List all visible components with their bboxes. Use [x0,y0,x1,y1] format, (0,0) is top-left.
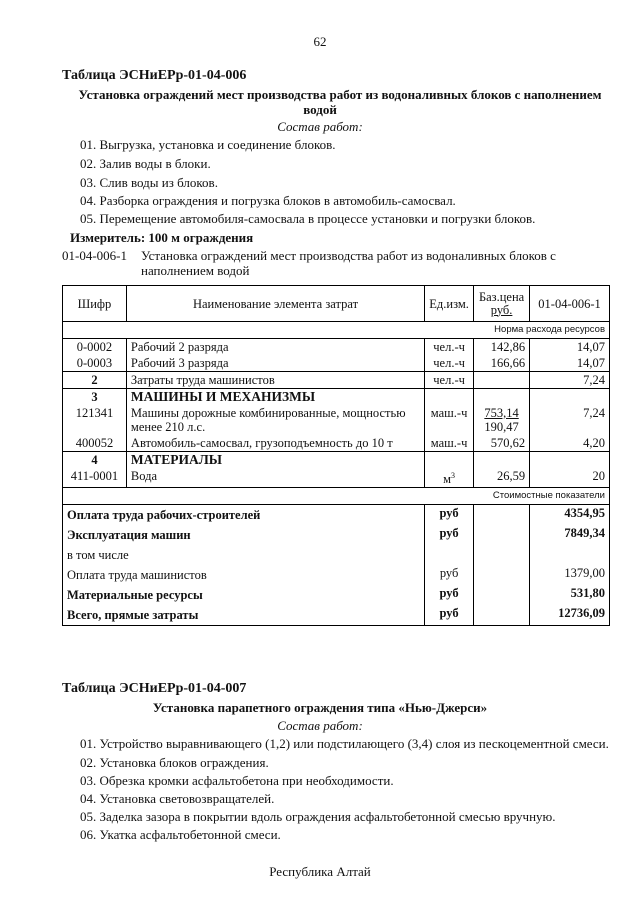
table2-work-item: 06. Укатка асфальтобетонной смеси. [80,827,281,842]
table1-work-item: 01. Выгрузка, установка и соединение блоков. [80,137,336,152]
cost-row: Материальные ресурсы руб 531,80 [63,585,610,605]
table2-title: Таблица ЭСНиЕРр-01-04-007 [62,681,247,696]
table-header-row [63,286,610,322]
table1-code: 01-04-006-1 [62,248,127,263]
table1-work-item: 04. Разборка ограждения и погрузка блоков в автомобиль-самосвал. [80,193,456,208]
cost-caption-row [63,488,610,505]
table1-code-desc-line2: наполнением водой [141,263,250,278]
table1-heading-line2: водой [303,102,337,117]
table-row: 4 МАТЕРИАЛЫ [63,452,610,469]
page-footer: Республика Алтай [269,864,371,879]
norm-caption: Норма расхода ресурсов [63,322,610,339]
table2-heading: Установка парапетного ограждения типа «Нью-Джерси» [152,700,488,715]
table2-work-item: 04. Установка световозвращателей. [80,791,275,806]
table1-work-item: 03. Слив воды из блоков. [80,175,218,190]
col-header-name: Наименование элемента затрат [126,286,424,322]
table-row: 121341 Машины дорожные комбинированные, мощностью менее 210 л.с. маш.-ч 753,14 190,47 7,24 [63,405,610,435]
table1-work-item: 05. Перемещение автомобиля-самосвала в процессе установки и погрузки блоков. [80,211,536,226]
col-header-base-price: Баз.цена руб. [474,286,530,322]
table2-composition-label: Состав работ: [277,718,363,733]
norm-caption-row [63,322,610,339]
table-row: 0-0003 Рабочий 3 разряда чел.-ч 166,66 14,07 [63,355,610,372]
resource-table [62,285,610,626]
table-row: 411-0001 Вода $м^3$ 26,59 20 [63,468,610,488]
table1-composition-label: Состав работ: [277,119,363,134]
table2-work-item: 03. Обрезка кромки асфальтобетона при необходимости. [80,773,394,788]
table2-work-item: 05. Заделка зазора в покрытии вдоль ограждения асфальтобетонной смесью вручную. [80,809,556,824]
table-row: 2 Затраты труда машинистов чел.-ч 7,24 [63,372,610,389]
cost-row: в том числе [63,545,610,565]
table-row: 0-0002 Рабочий 2 разряда чел.-ч 142,86 14,07 [63,339,610,356]
table1-code-desc-line1: Установка ограждений мест производства работ из водоналивных блоков с [141,248,556,263]
col-header-unit: Ед.изм. [425,286,474,322]
cost-row: Эксплуатация машин руб 7849,34 [63,525,610,545]
table-row: 3 МАШИНЫ И МЕХАНИЗМЫ [63,389,610,406]
col-header-norm: 01-04-006-1 [530,286,610,322]
table1-work-item: 02. Залив воды в блоки. [80,156,211,171]
table2-work-item: 02. Установка блоков ограждения. [80,755,269,770]
table-row: 400052 Автомобиль-самосвал, грузоподъемность до 10 т маш.-ч 570,62 4,20 [63,435,610,452]
table2-work-item: 01. Устройство выравнивающего (1,2) или подстилающего (3,4) слоя из пескоцементной смеси. [80,736,609,751]
table1-heading-line1: Установка ограждений мест производства работ из водоналивных блоков с наполнением [78,87,602,102]
page-number: 62 [313,34,327,49]
cost-caption: Стоимостные показатели [63,488,610,505]
cost-row: Оплата труда машинистов руб 1379,00 [63,565,610,585]
table1-title: Таблица ЭСНиЕРр-01-04-006 [62,68,247,83]
cost-row: Оплата труда рабочих-строителей руб 4354,95 [63,505,610,526]
cost-row: Всего, прямые затраты руб 12736,09 [63,605,610,626]
col-header-code: Шифр [63,286,127,322]
table1-meter: Измеритель: 100 м ограждения [70,230,254,245]
